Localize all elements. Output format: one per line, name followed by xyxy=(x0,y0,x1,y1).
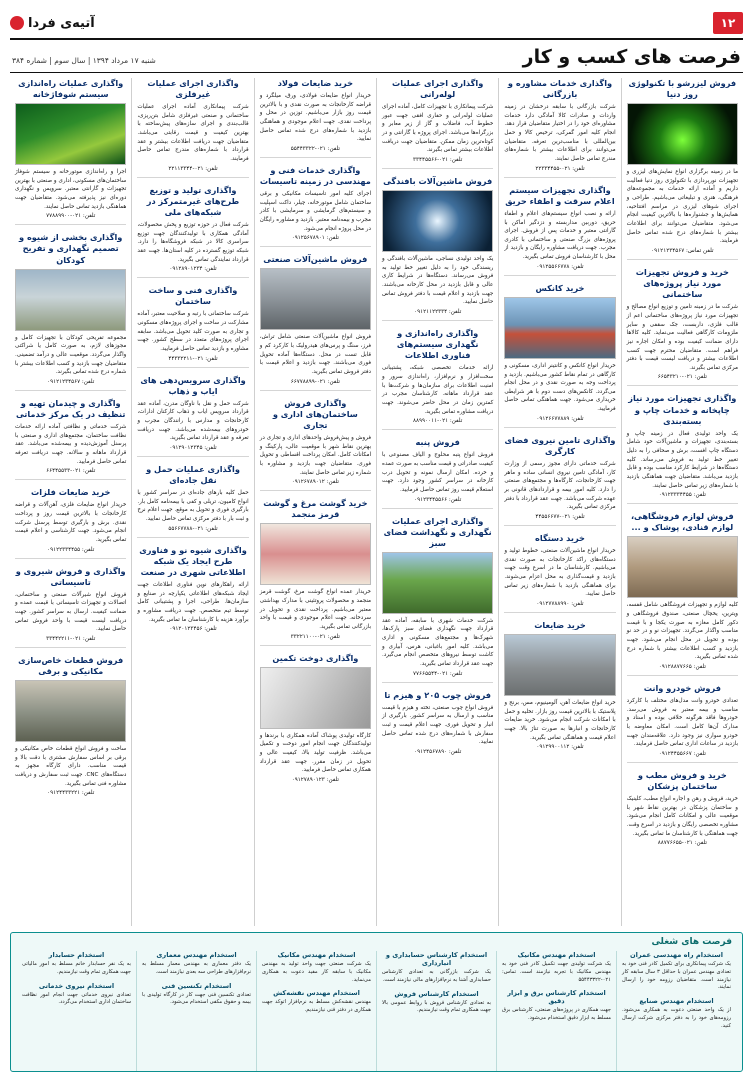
ad-body: شرکت ساختمانی با رتبه و صلاحیت معتبر، آماده مشارکت در ساخت و اجرای پروژه‌های مسکونی و تجاری به صورت کلید تحویل می‌باشد. سابقه اجرای پروژه‌های متعدد در سطح کشور. جهت مشاوره و بازدید تماس حاصل فرمایید. xyxy=(137,311,249,352)
ad-body: فروش و پیش‌فروش واحدهای اداری و تجاری در بهترین نقاط شهر با موقعیت عالی، پارکینگ و امکانات کامل. امکان پرداخت اقساطی و تحویل فوری. متقاضیان جهت بازدید و مشاوره با شماره زیر تماس حاصل نمایند. xyxy=(259,434,372,476)
ad-item[interactable] xyxy=(504,185,615,276)
ad-title: واگذاری عملیات راه‌اندازی سیستم شوفاژخانه xyxy=(18,78,124,100)
job-body: مهندس نقشه‌کش مسلط به نرم‌افزار اتوکد جهت همکاری در دفتر فنی نیازمندیم. xyxy=(262,999,371,1014)
job-body: به یک نفر حسابدار خانم مسلط به امور مالیاتی جهت همکاری تمام وقت نیازمندیم. xyxy=(22,961,131,975)
job-title: استخدام تکنسین فنی xyxy=(161,981,232,990)
ad-item[interactable] xyxy=(137,285,248,367)
ad-item[interactable] xyxy=(382,690,493,760)
job-column-6 xyxy=(17,951,136,1072)
ad-title: خرید گوشت مرغ و گوشت قرمز منجمد xyxy=(263,498,368,520)
ad-item[interactable] xyxy=(627,511,738,676)
ad-body: فروش انواع شیرآلات صنعتی و ساختمانی، اتصالات و تجهیزات تاسیساتی با قیمت عمده و ضمانت کیفیت. ارسال به سراسر کشور. جهت دریافت لیست قیمت با واحد فروش تماس حاصل نمایید. xyxy=(15,591,127,633)
job-ad[interactable] xyxy=(502,989,611,1023)
ad-item[interactable] xyxy=(260,498,371,645)
ad-item[interactable] xyxy=(504,283,615,428)
job-title: استخدام مهندس معماری xyxy=(156,951,237,959)
job-ad[interactable] xyxy=(382,951,491,985)
page-title: فرصت های کسب و کار xyxy=(522,46,741,68)
ad-title: واگذاری اجرای عملیات نگهداری و نگهداشت فضای سبز xyxy=(383,515,492,548)
ad-title: واگذاری تامین نیروی فضای کارگری xyxy=(504,434,616,456)
ad-body: شرکت پیمانکاری با تجهیزات کامل، آماده اجرای عملیات لوله‌رانی و حفاری افقی جهت عبور خطوط آب، فاضلاب و گاز از زیر معابر و بزرگراه‌ها می‌باشد. اجرای پروژه با گارانتی و در کوتاه‌ترین زمان ممکن. متقاضیان جهت دریافت اطلاعات بیشتر تماس بگیرند. xyxy=(382,104,494,154)
newspaper-logo xyxy=(10,16,95,31)
job-body: از یک واحد صنعتی دعوت به همکاری می‌شود. رزومه‌های خود را به دفتر مرکزی شرکت ارسال کنید. xyxy=(622,1007,731,1029)
ad-body: خریدار انواع ضایعات فولادی، ورق، میلگرد و قراضه کارخانجات به صورت نقدی و با بالاترین قیمت روز بازار می‌باشیم. توزین در محل و پرداخت نقدی. جهت اعلام موجودی و هماهنگی بازدید با شماره‌های درج شده تماس حاصل نمایید. xyxy=(259,93,372,143)
ad-item[interactable] xyxy=(137,185,248,278)
ad-body: ما در زمینه برگزاری انواع نمایش‌های لیزری و تجهیزات نورپردازی با تکنولوژی روز دنیا فعالیت داریم و آماده ارائه خدمات به مجموعه‌های فرهنگی، هنری و تبلیغاتی می‌باشیم. طراحی و اجرای شوهای لیزری در مراسم افتتاحیه، همایش‌ها و جشنواره‌ها با بالاترین کیفیت انجام می‌شود. متقاضیان می‌توانند برای اطلاعات بیشتر با شماره‌های درج شده تماس حاصل فرمایند. xyxy=(626,169,738,245)
ad-phone: تلفن: ۰۹۱۲۰۱۲۳۴۵۶ xyxy=(169,626,217,633)
ad-item[interactable] xyxy=(627,683,738,763)
ad-phone: تلفن: ۰۹۱۲۹۰۱۲۳۴۵ xyxy=(169,445,217,451)
showroom-furniture-photo xyxy=(627,536,738,598)
ad-phone: تلفن: ۰۲۱-۴۴۵۵۶۶۷۷ xyxy=(535,513,585,520)
ad-body: شرکت پیمانکاری آماده اجرای عملیات ساختمانی و صنعتی غیرفلزی شامل بتن‌ریزی، قالب‌بندی و اجرای سازه‌های پیش‌ساخته با بهترین کیفیت و قیمت رقابتی می‌باشد. متقاضیان جهت دریافت اطلاعات بیشتر و عقد قرارداد با شماره‌های مندرج تماس حاصل فرمایند. xyxy=(137,104,249,163)
job-body: تعدادی تکنسین فنی جهت کار در کارگاه تولیدی با بیمه و حقوق مکفی استخدام می‌شود. xyxy=(142,991,251,1006)
ad-body: خریدار عمده انواع گوشت مرغ، گوشت قرمز منجمد و محصولات پروتئینی با مدارک بهداشتی معتبر می‌باشیم. پرداخت نقدی و تحویل در سردخانه. جهت اعلام موجودی و قیمت با واحد بازرگانی تماس بگیرید. xyxy=(259,589,372,630)
ad-item[interactable] xyxy=(15,78,126,225)
job-ad[interactable] xyxy=(622,997,731,1030)
ad-phone: تلفن: ۰۲۱-۲۲۱۱۳۳۴۴ xyxy=(168,165,218,172)
ad-body: حمل کلیه بارهای جاده‌ای در سراسر کشور با انواع کامیون، تریلی و کفی با بیمه‌نامه کامل بار. بارگیری فوری و تحویل به موقع. جهت اعلام نرخ و ثبت بار با دفتر مرکزی تماس حاصل نمایید. xyxy=(137,490,249,523)
dateline: شنبه ۱۷ مرداد ۱۳۹۴ | سال سوم | شماره ۳۸۴ xyxy=(12,56,156,65)
ad-title: فروش پنبه xyxy=(415,437,460,448)
ad-title: واگذاری اجرای عملیات لوله‌رانی xyxy=(392,78,484,100)
column-1 xyxy=(621,78,743,926)
ad-body: ساخت و فروش انواع قطعات خاص مکانیکی و برقی بر اساس سفارش مشتری با دقت بالا و قیمت مناسب. دارای کارگاه مجهز به دستگاه‌های CNC. جهت ثبت سفارش و دریافت مشاوره فنی تماس بگیرید. xyxy=(15,746,127,787)
ad-phone: تلفن: ۰۲۱-۸۸۹۹۰۰۱۱ xyxy=(413,418,463,425)
ad-body: خریدار انواع کانکس و کانتینر اداری، مسکونی و کارگاهی در تمام نقاط کشور می‌باشیم. بازدید و پرداخت وجه به صورت نقدی و در محل انجام می‌گردد. کانکس‌های دست دوم با هر شرایطی خریداری می‌شود. جهت هماهنگی تماس حاصل فرمایید. xyxy=(504,362,616,413)
ad-title: فروش لوازم فروشگاهی، لوازم قنادی، پوشاک و ... xyxy=(630,511,734,533)
ad-body: خرید، فروش و رهن و اجاره انواع مطب، کلینیک و ساختمان پزشکان در بهترین نقاط شهر با موقعیت عالی و امکانات کامل انجام می‌شود. مشاوره تخصصی رایگان و بازدید در اسرع وقت. جهت هماهنگی با کارشناسان ما تماس بگیرید. xyxy=(626,796,738,837)
ad-phone: تلفن: ۰۹۱۲۶۷۸۹۰۱۲ xyxy=(291,479,339,486)
ad-phone: تلفن: ۰۹۱۲۷۷۸۸۹۹۰ xyxy=(536,600,584,607)
brand-title: آتیه‌ی فردا xyxy=(28,15,95,31)
ad-body: ارائه خدمات تخصصی شبکه، پشتیبانی سخت‌افزار و نرم‌افزار، راه‌اندازی سرور و امنیت اطلاعات برای سازمان‌ها و شرکت‌ها با عقد قرارداد ماهانه. کارشناسان مجرب در کمترین زمان در محل حاضر می‌شوند. جهت دریافت مشاوره تماس بگیرید. xyxy=(382,365,494,415)
ad-phone: تلفن: ۰۹۱۲۷۸۹۰۱۲۳ xyxy=(291,776,339,783)
ad-item[interactable] xyxy=(627,267,738,386)
ad-title: واگذاری اجرای عملیات غیرفلزی xyxy=(147,78,239,100)
ad-item[interactable] xyxy=(382,437,493,508)
brand-dot-icon xyxy=(10,16,24,30)
ad-item[interactable] xyxy=(382,78,493,169)
job-ad[interactable] xyxy=(622,951,731,992)
ad-item[interactable] xyxy=(627,770,738,851)
ad-phone: تلفن: ۰۹۱۲۵۵۶۶۷۷۸ xyxy=(536,263,584,270)
masthead xyxy=(10,8,743,40)
ad-phone: تلفن: ۰۲۱-۶۶۴۴۵۵۳۳ xyxy=(46,468,96,475)
ad-body: شرکت خدماتی دارای مجوز رسمی از وزارت کار، آمادگی تامین نیروی انسانی ساده و ماهر جهت کارخانجات، کارگاه‌ها و مجتمع‌های صنعتی را دارد. کلیه امور بیمه و قراردادهای قانونی بر عهده شرکت می‌باشد. جهت عقد قرارداد با دفتر مرکزی تماس بگیرید. xyxy=(504,460,616,511)
ad-phone: تلفن: ۰۲۱-۳۳۴۴۲۲۱۱ xyxy=(46,636,96,643)
ad-phone: تلفن تماس: ۰۹۱۲۱۲۳۴۵۶۷ xyxy=(651,248,714,255)
ad-title: خرید ضایعات فلزات xyxy=(31,487,111,498)
job-ad[interactable] xyxy=(382,990,491,1016)
job-title: استخدام کارشناس فروش xyxy=(394,989,479,998)
ad-body: خرید انواع ضایعات آهن، آلومینیوم، مس، برنج و پلاستیک با بالاترین قیمت روز بازار. تخلیه و حمل با امکانات شرکت انجام می‌شود. خرید ضایعات کارخانجات و انبارها به صورت تناژ بالا. جهت اعلام قیمت و هماهنگی تماس بگیرید. xyxy=(504,699,616,741)
ad-item[interactable] xyxy=(15,487,126,558)
job-body: یک شرکت بازرگانی به تعدادی کارشناس حسابداری آشنا به نرم‌افزارهای مالی نیازمند است. xyxy=(382,969,491,983)
column-5 xyxy=(131,78,253,926)
ad-body: شرکت خدمات شهری با سابقه، آماده عقد قرارداد جهت نگهداری فضای سبز پارک‌ها، شهرک‌ها و مجتمع‌های مسکونی و اداری می‌باشد. کلیه امور باغبانی، هرس، آبیاری و کاشت توسط نیروهای متخصص انجام می‌گیرد. جهت عقد قرارداد تماس بگیرید. xyxy=(382,617,494,667)
ad-phone: تلفن: ۰۹۱۲۳۴۴۵۵۶۶ xyxy=(414,496,462,503)
ad-item[interactable] xyxy=(15,398,126,480)
ad-title: واگذاری تجهیزات سیستم اعلام سرقت و اطفاء حریق xyxy=(505,184,615,206)
job-columns xyxy=(17,951,736,1072)
workshop-photo xyxy=(15,680,126,742)
ad-item[interactable] xyxy=(504,620,615,755)
job-title: استخدام مهندس مکانیک xyxy=(277,951,356,959)
ad-body: شرکت فعال در حوزه توزیع و پخش محصولات، آمادگی همکاری با تولیدکنندگان جهت توزیع سراسری کالا در شبکه فروشگاه‌ها را دارد. شبکه توزیع گسترده در کلیه استان‌ها. جهت عقد قرارداد نمایندگی تماس بگیرید. xyxy=(137,221,249,263)
green-pipes-photo xyxy=(15,103,126,165)
ad-phone: تلفن: ۰۲۱-۴۴۳۳۲۲۱۱ xyxy=(168,355,218,362)
ad-body: ارائه راهکارهای نوین فناوری اطلاعات جهت ایجاد شبکه‌های اطلاعاتی یکپارچه در صنایع و سازمان‌ها. طراحی، اجرا و پشتیبانی کامل توسط تیم متخصص. جهت دریافت مشاوره و برآورد هزینه با کارشناسان ما تماس بگیرید. xyxy=(137,581,249,623)
ad-body: فروش انواع ماشین‌آلات صنعتی شامل تراش، فرز، سنگ و پرس‌های هیدرولیک با کارکرد کم و قابل تست در محل. دستگاه‌ها آماده تحویل فوری می‌باشند. جهت بازدید و اعلام قیمت با دفتر فروش تماس بگیرید. xyxy=(259,334,372,376)
ad-phone: تلفن: ۰۹۱۲۳۳۳۴۴۵۵ xyxy=(658,492,706,499)
ad-body: تعدادی خودرو وانت مدل‌های مختلف با کارکرد مناسب و بیمه معتبر به فروش می‌رسد. خودروها فاقد هرگونه خلافی بوده و اسناد و مدارک آن‌ها کامل است. امکان معاوضه با خودرو سواری نیز وجود دارد. علاقه‌مندان جهت بازدید در ساعات اداری تماس حاصل فرمایند. xyxy=(626,698,738,748)
ad-title: واگذاری سرویس‌دهی های ایاب و ذهاب xyxy=(140,374,246,396)
ad-phone: تلفن: ۰۹۱۲۴۵۶۷۸۹۰ xyxy=(414,749,462,755)
ad-title: واگذاری خدمات فنی و مهندسی در زمینه تاسیسات xyxy=(259,165,371,187)
ad-item[interactable] xyxy=(260,78,371,158)
ad-body: خریدار انواع ماشین‌آلات صنعتی، خطوط تولید و دستگاه‌های راکد کارخانجات به صورت نقدی می‌باشیم. کارشناسان ما در اسرع وقت جهت بازدید و قیمت‌گذاری به محل اعزام می‌شوند. برای هماهنگی بازدید با شماره‌های زیر تماس حاصل نمایید. xyxy=(504,547,616,598)
ad-title: واگذاری بخشی از شیوه و تصمیم نگهداری و تفریح کودکان xyxy=(19,232,123,265)
ad-title: واگذاری تجهیزات مورد نیاز چاپخانه و خدمات چاپ و بسته‌بندی xyxy=(628,393,737,426)
ad-phone: تلفن: ۰۹۱۲۱۲۳۴۵۶۷ xyxy=(47,378,95,385)
ad-item[interactable] xyxy=(137,375,248,457)
job-column-4 xyxy=(256,951,376,1072)
textile-rolls-photo xyxy=(260,667,371,729)
job-title: استخدام کارشناس برق و ابزار دقیق xyxy=(507,989,606,1006)
job-body: یک شرکت تولیدی جهت تکمیل کادر فنی خود به مهندس مکانیک با تجربه نیازمند است. تماس: ۰۲۱-۵۵۴۴۳۳۲۲ xyxy=(502,961,611,983)
industrial-machines-photo xyxy=(260,268,371,330)
job-body: یک شرکت صنعتی جهت واحد تولید به مهندس مکانیک با سابقه کار مفید دعوت به همکاری می‌نماید. xyxy=(262,961,371,983)
job-column-5 xyxy=(136,951,256,1072)
ad-item[interactable] xyxy=(15,232,126,390)
job-title: استخدام نیروی خدماتی xyxy=(38,981,115,990)
column-3 xyxy=(376,78,498,926)
job-ad[interactable] xyxy=(262,951,371,984)
ad-item[interactable] xyxy=(260,165,371,247)
ad-body: شرکت خدماتی و نظافتی آماده ارائه خدمات نظافت ساختمان، مجتمع‌های اداری و صنعتی با پرسنل آموزش‌دیده و بیمه‌شده می‌باشد. عقد قرارداد ماهانه و سالانه. جهت دریافت تعرفه تماس حاصل فرمایید. xyxy=(15,424,127,465)
job-column-3 xyxy=(376,951,496,1072)
ad-body: خریدار انواع ضایعات فلزی، آهن‌آلات و قراضه کارخانجات با بالاترین قیمت روز و پرداخت نقدی. برش و بارگیری توسط پرسنل شرکت انجام می‌شود. جهت کارشناسی و اعلام قیمت تماس بگیرید. xyxy=(15,502,127,543)
ad-body: فروش انواع پنبه محلوج و الیاف مصنوعی با کیفیت صادراتی و قیمت مناسب به صورت عمده و خرده. امکان ارسال نمونه و تحویل درب کارخانه در سراسر کشور وجود دارد. جهت استعلام قیمت روز تماس حاصل فرمایید. xyxy=(382,452,494,493)
page-folio: ۱۲ xyxy=(713,12,743,34)
ad-title: واگذاری و فروش شیروی و تاسیساتی xyxy=(15,565,126,587)
ad-phone: تلفن: ۰۲۱-۷۷۸۸۹۹۰۰ xyxy=(46,213,96,220)
playground-photo xyxy=(15,269,126,331)
ad-title: خرید ضایعات فولاد xyxy=(277,78,353,88)
ad-body: شرکت ما در زمینه تامین و توزیع انواع مصالح و تجهیزات مورد نیاز پروژه‌های ساختمانی اعم از قالب فلزی، داربست، جک سقفی و سایر ملزومات کارگاهی فعالیت می‌نماید. کلیه کالاها دارای ضمانت کیفیت بوده و امکان اجاره نیز فراهم است. متقاضیان محترم جهت کسب اطلاعات بیشتر و دریافت لیست قیمت با دفتر مرکزی تماس بگیرند. xyxy=(626,304,738,371)
ad-body: کلیه لوازم و تجهیزات فروشگاهی شامل قفسه، ویترین، یخچال صنعتی، صندوق فروشگاهی و دکور کامل مغازه به صورت یکجا و با قیمت مناسب واگذار می‌گردد. تجهیزات نو و در حد نو بوده و تحویل در محل انجام می‌شود. جهت بازدید و کسب اطلاعات بیشتر با شماره درج شده تماس بگیرید. xyxy=(626,602,738,661)
ad-phone: تلفن: ۰۲۱-۶۶۵۴۳۲۱۰ xyxy=(657,374,707,381)
ad-phone: تلفن: ۰۲۱-۳۳۴۴۵۵۶۶ xyxy=(413,157,463,164)
job-title: استخدام حسابدار xyxy=(48,951,105,959)
job-title: استخدام مهندس مکانیک xyxy=(517,951,596,959)
job-box-title: فرصت های شغلی xyxy=(651,937,732,947)
ad-phone: تلفن: ۰۹۱۲۵۶۷۸۹۰۱ xyxy=(291,235,339,242)
job-body: یک شرکت پیمانکاری برای تکمیل کادر فنی خود به تعدادی مهندس عمران با حداقل ۳ سال سابقه کار نیازمند است. متقاضیان رزومه خود را ارسال نمایند. xyxy=(622,961,731,991)
ad-item[interactable] xyxy=(260,254,371,390)
laser-show-photo xyxy=(627,103,738,165)
ad-title: واگذاری دوخت تکمین xyxy=(272,652,359,663)
ad-phone: تلفن: ۰۲۱-۳۳۲۲۱۱۰۰ xyxy=(290,633,340,640)
ad-body: فروش انواع چوب صنعتی، تخته و هیزم با قیمت مناسب و ارسال به سراسر کشور. بارگیری از انبار و تحویل فوری. جهت اعلام قیمت و ثبت سفارش با شماره‌های درج شده تماس حاصل نمایید. xyxy=(382,704,494,746)
ad-body: ارائه و نصب انواع سیستم‌های اعلام و اطفاء حریق، دوربین مداربسته و دزدگیر اماکن با گارانتی معتبر و خدمات پس از فروش. اجرای پروژه‌های بزرگ صنعتی و ساختمانی با کادری مجرب. جهت دریافت مشاوره رایگان و بازدید از محل با کارشناسان فروش تماس بگیرید. xyxy=(504,210,616,261)
ad-title: واگذاری فنی و ساخت ساختمان xyxy=(148,285,238,307)
ad-phone: تلفن: ۰۹۱۲۸۸۷۷۶۶۵ xyxy=(658,663,706,670)
section-header xyxy=(10,40,743,73)
ad-title: واگذاری خدمات مشاوره و بازرگانی xyxy=(507,78,613,100)
ad-title: واگذاری عملیات حمل و نقل جاده‌ای xyxy=(146,464,240,486)
ad-phone: تلفن: ۰۲۱-۸۸۷۷۶۶۵۵ xyxy=(657,840,707,847)
ad-item[interactable] xyxy=(260,398,371,491)
ad-title: فروش خودرو وانت xyxy=(643,682,721,693)
job-ad[interactable] xyxy=(502,951,611,984)
truck-scrap-photo xyxy=(504,634,615,696)
ad-phone: تلفن: ۰۲۱-۷۷۶۶۵۵۴۴ xyxy=(413,670,463,677)
ad-body: شرکت بازرگانی با سابقه درخشان در زمینه واردات و صادرات کالا آمادگی دارد خدمات مشاوره‌ای خود را در اختیار متقاضیان قرار دهد. انجام کلیه امور گمرکی، ترخیص کالا و حمل بین‌المللی با مناسب‌ترین تعرفه. متقاضیان می‌توانند برای اطلاعات بیشتر با شماره‌های مندرج تماس حاصل نمایند. xyxy=(504,104,616,163)
ad-phone: تلفن: ۰۲۱-۲۲۳۳۴۴۵۵ xyxy=(535,165,585,172)
ad-item[interactable] xyxy=(382,516,493,683)
ad-phone: تلفن: ۰۹۱۲۲۳۳۴۴۵۵ xyxy=(47,546,95,553)
ad-title: فروش ماشین‌آلات صنعتی xyxy=(263,254,368,265)
ad-body: مجموعه تفریحی کودکان با تجهیزات کامل و مجوزهای لازم، به صورت کامل یا شراکتی واگذار می‌گردد. موقعیت عالی و درآمد تضمینی. متقاضیان جهت بازدید و کسب اطلاعات بیشتر با شماره درج شده تماس بگیرند. xyxy=(15,334,127,376)
ad-item[interactable] xyxy=(504,533,615,613)
ad-title: خرید و فروش تجهیزات مورد نیاز پروژه‌های ساختمانی xyxy=(635,267,729,300)
ad-title: واگذاری تولید و توزیع طرح‌های غیرمتمرکز در شبکه‌های ملی xyxy=(146,184,240,217)
column-6 xyxy=(10,78,131,926)
weaving-tunnel-photo xyxy=(382,190,493,252)
ad-title: فروش چوب ۲۰۵ و هیزم تا xyxy=(384,689,492,700)
ad-title: واگذاری راه‌اندازی و نگهداری سیستم‌های فناوری اطلاعات xyxy=(396,328,479,361)
ad-item[interactable] xyxy=(504,435,615,526)
job-column-1 xyxy=(616,951,736,1072)
ad-phone: تلفن: ۰۲۱-۶۶۷۷۸۸۹۹ xyxy=(290,378,340,385)
job-title: استخدام مهندس صنایع xyxy=(639,997,714,1006)
job-title: استخدام کارشناس حسابداری و انبارداری xyxy=(385,951,488,967)
meat-poultry-photo xyxy=(260,523,371,585)
ad-title: واگذاری و چیدمان تهیه و تنظیف در یک مرکز خدماتی xyxy=(15,397,126,419)
job-column-2 xyxy=(496,951,616,1072)
job-opportunities-box xyxy=(10,932,743,1072)
ad-body: شرکت حمل و نقل با ناوگان مدرن، آماده عقد قرارداد سرویس ایاب و ذهاب کارکنان ادارات، کارخانجات و مدارس با رانندگان مجرب و خودروهای بیمه‌شده می‌باشد. جهت دریافت تعرفه و عقد قرارداد تماس بگیرید. xyxy=(137,400,249,442)
ad-item[interactable] xyxy=(15,566,126,648)
job-body: جهت همکاری در پروژه‌های صنعتی، کارشناس برق مسلط به ابزار دقیق استخدام می‌شود. xyxy=(502,1007,611,1022)
ad-body: یک واحد تولیدی فعال در زمینه چاپ و بسته‌بندی، تجهیزات و ماشین‌آلات خود شامل دستگاه چاپ افست، برش و صحافی را به دلیل تغییر خط تولید به فروش می‌رساند. کلیه دستگاه‌ها در شرایط کارکرد مناسب بوده و قابل بازدید می‌باشد. متقاضیان جهت هماهنگی بازدید با شماره‌های زیر تماس حاصل نمایند. xyxy=(626,430,738,489)
classifieds-grid xyxy=(10,78,743,926)
ad-item[interactable] xyxy=(137,464,248,538)
ad-title: خرید کانکس xyxy=(535,282,585,293)
ad-item[interactable] xyxy=(627,78,738,260)
ad-title: فروش قطعات خاص‌سازی مکانیکی و برقی xyxy=(18,655,124,677)
ad-title: فروش لیزرشو با تکنولوژی روز دنیا xyxy=(628,78,737,100)
ad-item[interactable] xyxy=(504,78,615,178)
ad-phone: تلفن: ۰۹۱۲۴۴۵۵۶۶۷ xyxy=(658,750,706,757)
job-ad[interactable] xyxy=(262,989,371,1015)
ad-title: واگذاری فروش ساختمان‌های اداری و تجاری xyxy=(272,397,358,430)
column-2 xyxy=(498,78,620,926)
containers-photo xyxy=(504,297,615,359)
ad-title: فروش ماشین‌آلات بافندگی xyxy=(383,176,493,187)
ad-item[interactable] xyxy=(137,78,248,178)
job-body: تعدادی نیروی خدماتی جهت انجام امور نظافت ساختمان اداری استخدام می‌گردد. xyxy=(22,991,131,1006)
ad-item[interactable] xyxy=(382,176,493,321)
ad-body: اجرای کلیه امور تاسیسات مکانیکی و برقی ساختمان شامل موتورخانه، چیلر، داکت اسپلیت و سیستم‌های گرمایشی و سرمایشی با کادر مجرب و بیمه‌نامه معتبر. بازدید و مشاوره رایگان در محل پروژه انجام می‌شود. xyxy=(259,191,372,232)
ad-item[interactable] xyxy=(137,545,248,637)
job-body: یک دفتر معماری به مهندس معمار مسلط به نرم‌افزارهای طراحی سه بعدی نیازمند است. xyxy=(142,961,251,975)
job-title: استخدام مهندس نقشه‌کش xyxy=(273,989,360,998)
ad-body: یک واحد تولیدی نساجی، ماشین‌آلات بافندگی و ریسندگی خود را به دلیل تغییر خط تولید به فروش می‌رساند. دستگاه‌ها در شرایط کاری عالی و قابل بازدید در محل کارخانه می‌باشند. جهت بازدید و اعلام قیمت با دفتر فروش تماس حاصل نمایید. xyxy=(382,256,494,306)
ad-item[interactable] xyxy=(627,393,738,504)
ad-title: خرید دستگاه xyxy=(535,532,585,543)
ad-phone: تلفن: ۰۹۱۲۱۱۲۲۳۳۴ xyxy=(414,309,462,316)
ad-title: واگذاری شیوه نو و فناوری طرح ایجاد یک شبکه اطلاعاتی شهری در صنعت xyxy=(139,544,247,577)
ad-body: کارگاه تولیدی پوشاک آماده همکاری با برندها و تولیدکنندگان جهت انجام امور دوخت و تکمیل می‌باشد. ظرفیت تولید بالا، کیفیت عالی و تحویل در زمان مقرر. جهت عقد قرارداد همکاری تماس حاصل فرمایید. xyxy=(259,732,372,774)
ad-phone: تلفن: ۰۲۱-۵۵۴۴۳۳۲۲ xyxy=(290,146,340,152)
job-body: به تعدادی کارشناس فروش با روابط عمومی بالا جهت همکاری تمام وقت نیازمندیم. xyxy=(382,999,491,1014)
job-ad[interactable] xyxy=(22,951,131,977)
ad-item[interactable] xyxy=(382,328,493,430)
ad-body: اجرا و راه‌اندازی موتورخانه و سیستم شوفاژ ساختمان‌های مسکونی، اداری و صنعتی با بهترین تجهیزات و گارانتی معتبر. سرویس و نگهداری دوره‌ای نیز پذیرفته می‌شود. متقاضیان جهت هماهنگی بازدید تماس حاصل نمایند. xyxy=(15,169,127,210)
ad-phone: تلفن: ۰۹۱۲۸۹۰۱۲۳۴ xyxy=(169,266,217,273)
ad-title: خرید ضایعات xyxy=(534,619,586,630)
green-space-photo xyxy=(382,552,493,614)
ad-title: خرید و فروش مطب و ساختمان پزشکان xyxy=(637,769,727,792)
job-title: استخدام راه مهندسی عمران xyxy=(630,951,723,959)
ad-phone: تلفن: ۰۲۱-۵۵۶۶۷۷۸۸ xyxy=(168,525,218,532)
column-4 xyxy=(254,78,376,926)
ad-item[interactable] xyxy=(15,655,126,801)
job-ad[interactable] xyxy=(142,982,251,1008)
ad-item[interactable] xyxy=(260,653,371,788)
ad-phone: تلفن: ۰۹۱۲۴۴۳۳۲۲۱ xyxy=(47,790,95,797)
job-ad[interactable] xyxy=(142,951,251,977)
ad-phone: تلفن: ۰۹۱۲۶۶۷۷۸۸۹ xyxy=(536,415,584,422)
job-ad[interactable] xyxy=(22,982,131,1008)
ad-phone: تلفن: ۰۹۱۲۹۹۰۰۱۱۲ xyxy=(536,744,584,751)
